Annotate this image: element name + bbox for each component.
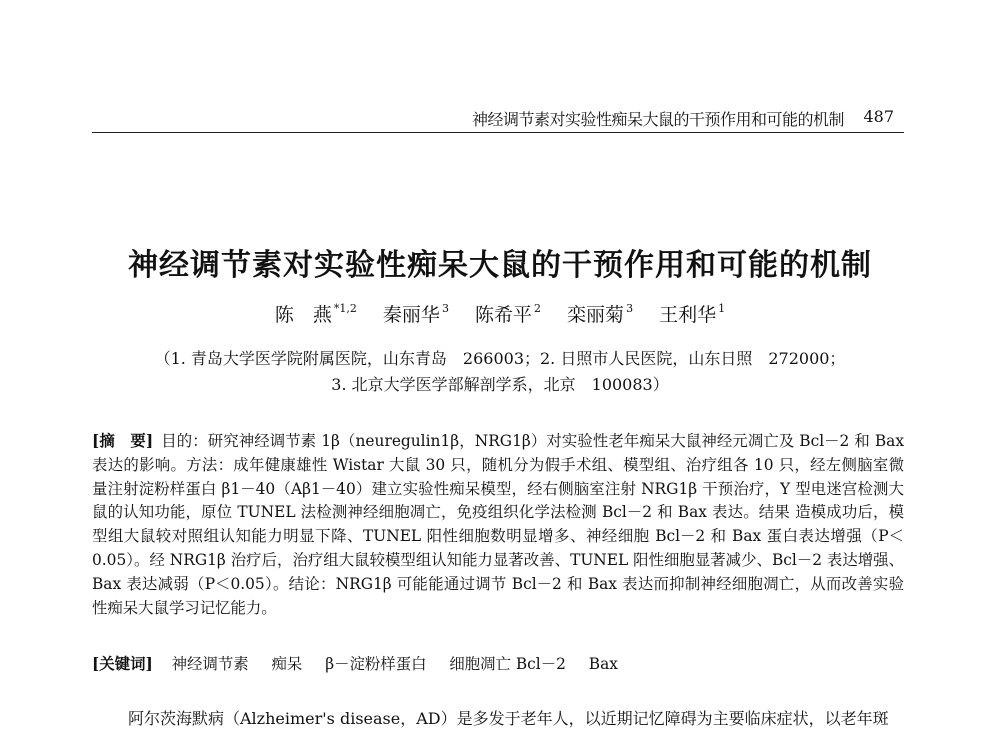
author-list: [0, 300, 1000, 327]
keywords-label: [关键词]: [92, 655, 153, 673]
affiliation-line-2: 3. 北京大学医学部解剖学系，北京 100083）: [331, 375, 669, 394]
page-number: 487: [863, 107, 894, 126]
running-title: 神经调节素对实验性痴呆大鼠的干预作用和可能的机制: [471, 110, 844, 129]
affiliation-line-1: （1. 青岛大学医学院附属医院，山东青岛 266003；2. 日照市人民医院，山东日照 272000；: [154, 349, 846, 368]
author: 陈希平 $^2$: [474, 302, 541, 326]
keyword: β－淀粉样蛋白: [325, 655, 427, 673]
running-header: [92, 103, 904, 131]
article-title: 神经调节素对实验性痴呆大鼠的干预作用和可能的机制: [128, 248, 872, 283]
abstract-text: 目的：研究神经调节素 1β（neuregulin1β，NRG1β）对实验性老年痴呆大鼠神经元凋亡及 Bcl－2 和 Bax 表达的影响。方法：成年健康雄性 Wistar 大鼠 30 只，随机分为假手术组、模型组、治疗组各 10 只，经左侧脑室微量注射淀粉样蛋白 β1－40（Aβ1－40）建立实验性痴呆模型，经右侧脑室注射 NRG1β 干预治疗，Y 型电迷宫检测大鼠的认知功能，原位 TUNEL 法检测神经细胞凋亡，免疫组织化学法检测 Bcl－2 和 Bax 表达。结果 造模成功后，模型组大鼠较对照组认知能力明显下降、TUNEL 阳性细胞数明显增多、神经细胞 Bcl－2 和 Bax 蛋白表达增强（P＜0.05）。经 NRG1β 治疗后，治疗组大鼠较模型组认知能力显著改善、TUNEL 阳性细胞显著减少、Bcl－2 表达增强、Bax 表达减弱（P＜0.05）。结论：NRG1β 可能能通过调节 Bcl－2 和 Bax 表达而抑制神经细胞凋亡，从而改善实验性痴呆大鼠学习记忆能力。: [92, 432, 904, 617]
abstract-label: [摘 要]: [92, 432, 154, 450]
author: 秦丽华 $^3$: [382, 302, 449, 326]
abstract: [92, 430, 904, 620]
author: 王利华 $^1$: [659, 302, 726, 326]
author: 陈 燕 $^{*1,2}$: [274, 302, 357, 326]
intro-paragraph: 阿尔茨海默病（Alzheimer's disease，AD）是多发于老年人，以近期记忆障碍为主要临床症状，以老年斑: [128, 709, 889, 728]
author: 栾丽菊 $^3$: [567, 302, 634, 326]
keyword: 细胞凋亡 Bcl－2: [449, 655, 566, 673]
keyword: 神经调节素: [171, 655, 249, 673]
keywords: [92, 652, 904, 674]
keyword: 痴呆: [271, 655, 303, 673]
header-rule: [92, 132, 904, 133]
keyword: Bax: [588, 655, 618, 673]
